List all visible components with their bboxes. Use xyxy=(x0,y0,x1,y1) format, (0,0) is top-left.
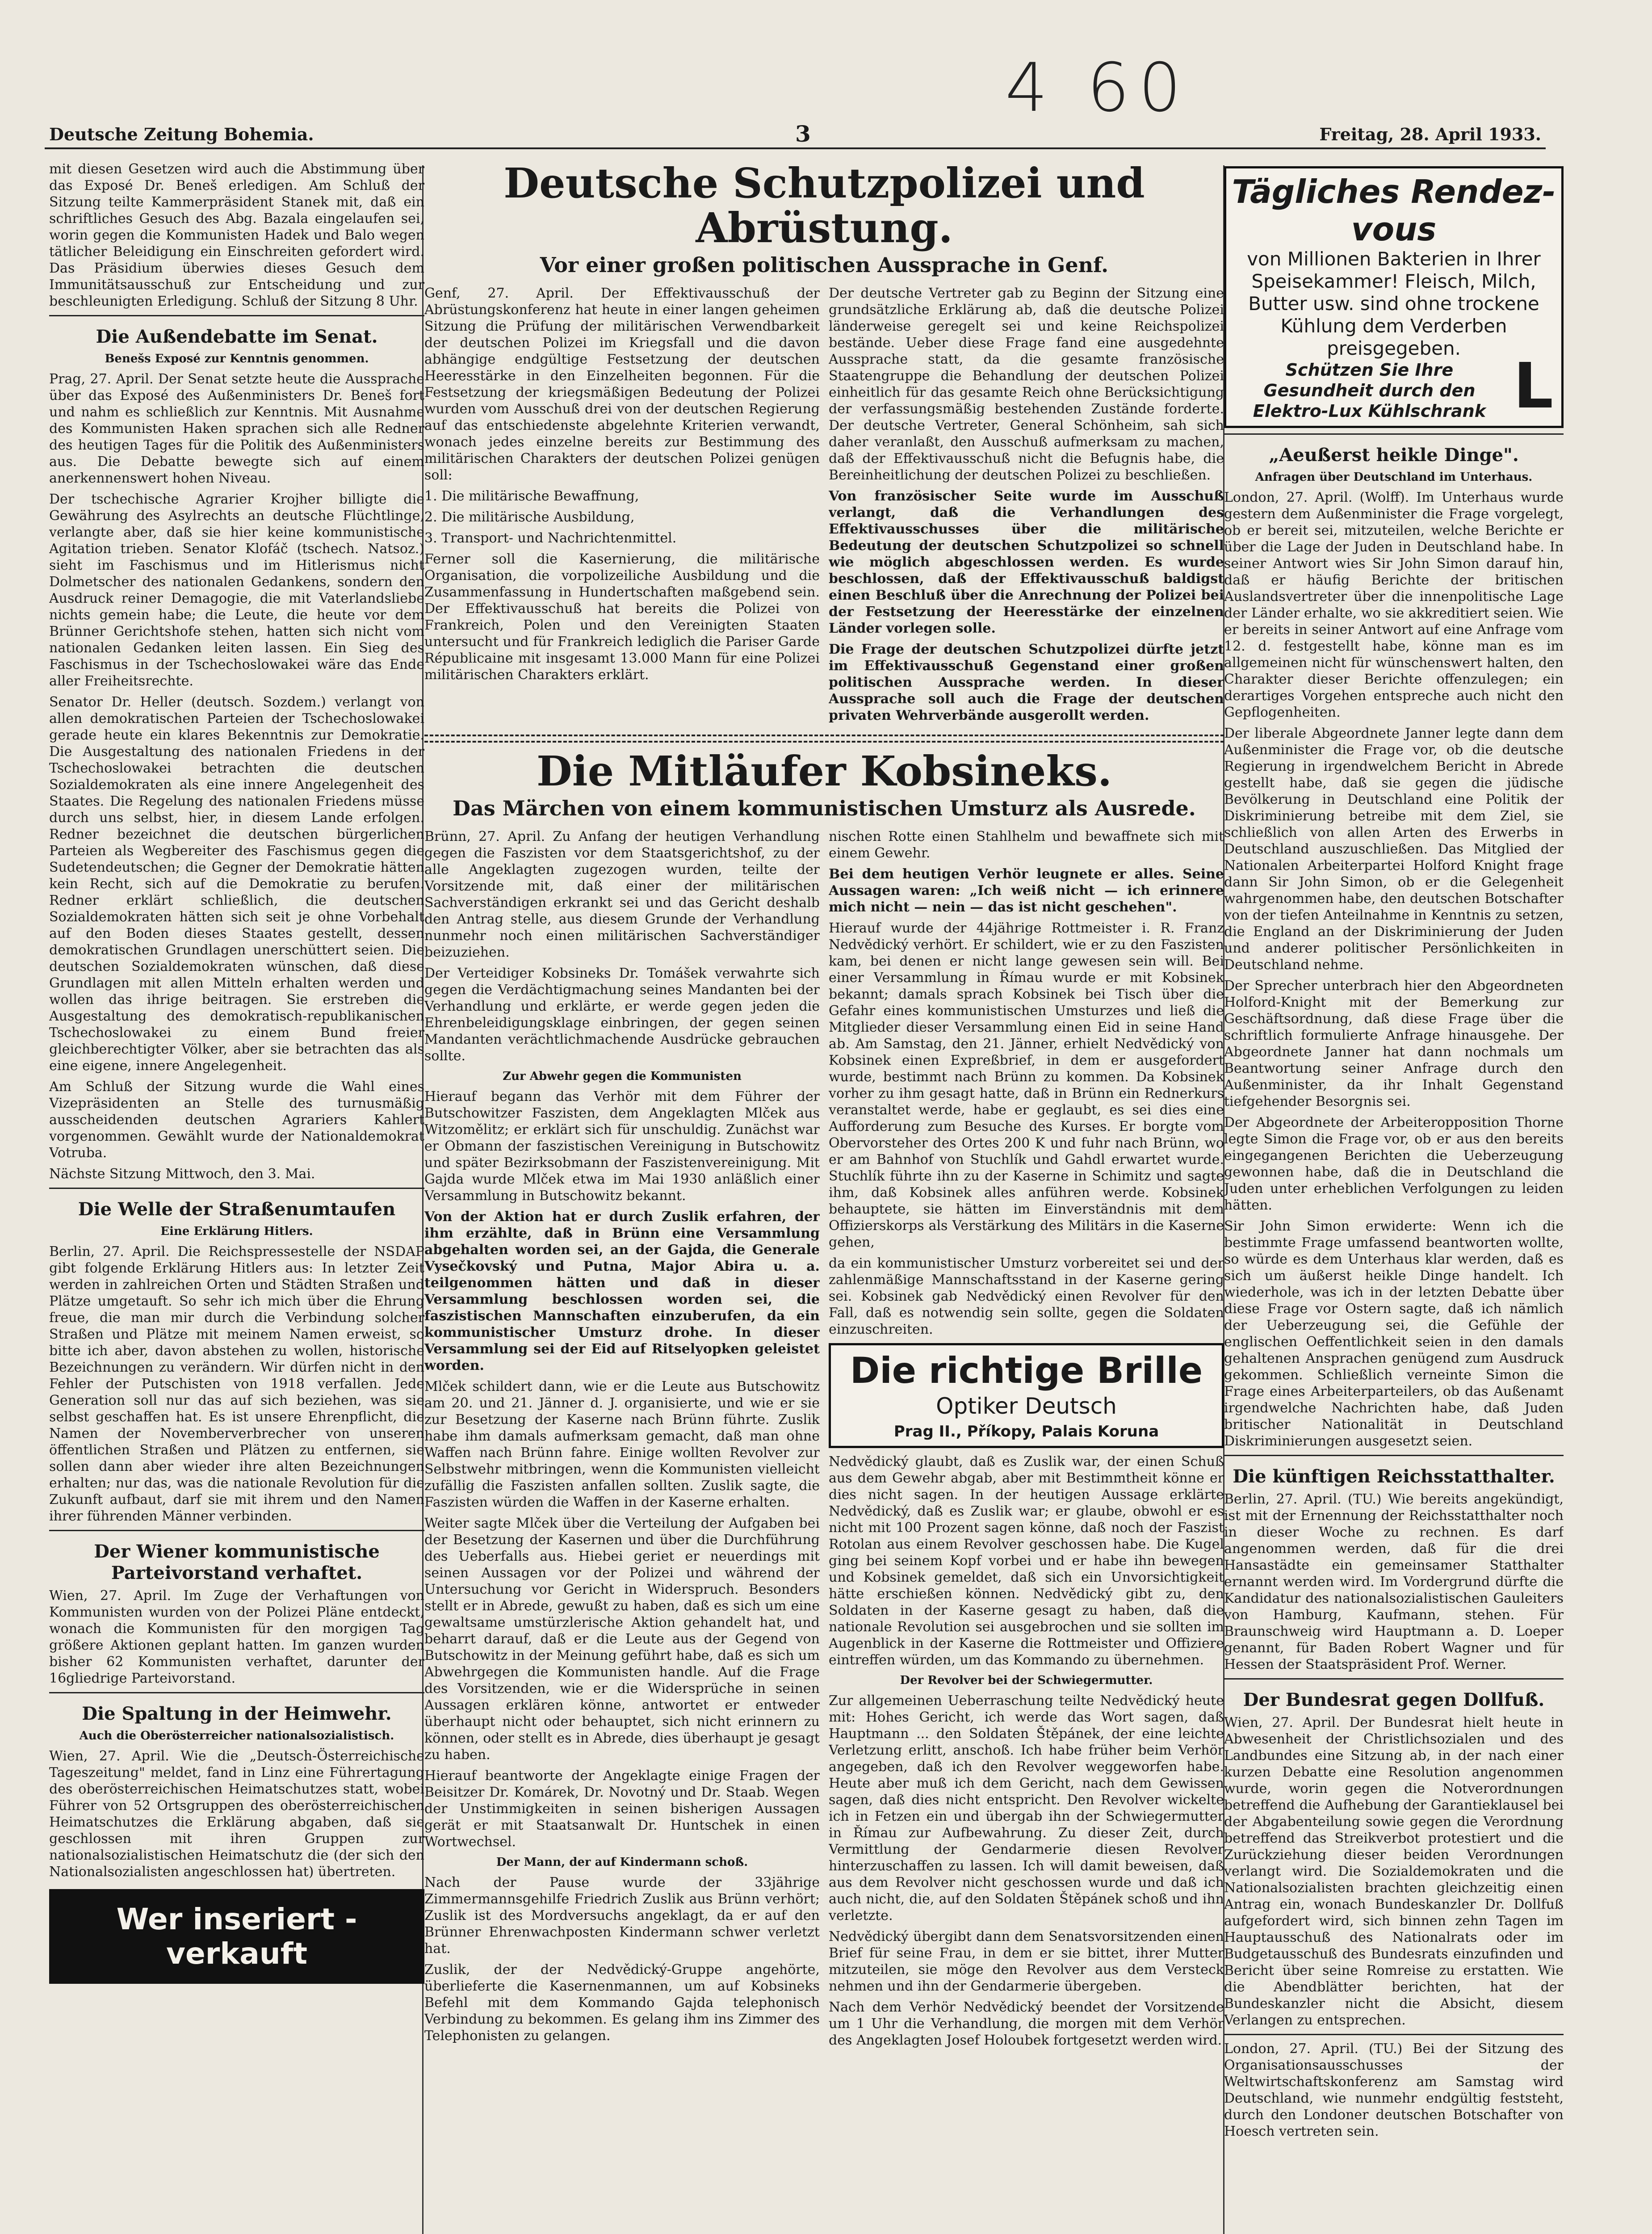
ad-slogan: Schützen Sie Ihre Gesundheit durch den Elektro-Lux Kühlschrank xyxy=(1253,360,1486,421)
column-center xyxy=(424,161,1224,2234)
article-text: Von der Aktion hat er durch Zuslik erfahren, der ihm erzählte, daß in Brünn eine Versammlung abgehalten worden sei, an der Gajda, die Generale Vysečkovský und Putna, Major Abira u. a. teilgenommen hätten und daß in dieser Versammlung beschlossen worden sei, die faszistischen Mannschaften einzuberufen, da ein kommunistischer Umsturz drohe. In dieser Versammlung sei der Eid auf Ritselyopken geleistet worden. xyxy=(424,1209,820,1373)
article-text: Am Schluß der Sitzung wurde die Wahl eines Vizepräsidenten an Stelle des turnusmäßig ausscheidenden deutschen Agrariers Kahlert vorgenommen. Gewählt wurde der Nationaldemokrat Votruba. xyxy=(49,1079,424,1161)
divider xyxy=(49,1188,424,1189)
advertisement-brille xyxy=(829,1343,1224,1448)
headline-heimwehr: Die Spaltung in der Heimwehr. xyxy=(82,1703,392,1724)
handwritten-annotation: 4 60 xyxy=(1005,49,1190,127)
article-text: Der Abgeordnete der Arbeiteropposition Thorne legte Simon die Frage vor, ob er aus den bereits eingegangenen Berichten die Ueberzeugung gewonnen habe, daß die in Deutschland die Juden unter erheblichen Verfolgungen zu leiden hätten. xyxy=(1224,1115,1564,1213)
divider xyxy=(49,315,424,316)
article-text: London, 27. April. (Wolff). Im Unterhaus wurde gestern dem Außenminister die Frage vorgelegt, ob er bereit sei, mitzuteilen, welche Berichte er über die Lage der Juden in Deutschland habe. In seiner Antwort wies Sir John Simon darauf hin, daß er häufig Berichte der britischen Auslandsvertreter über die innenpolitische Lage der Länder erhalte, wo sie akkreditiert seien. Wie er bereits in seiner Antwort auf eine Anfrage vom 12. d. festgestellt habe, könne man es im allgemeinen nicht für wünschenswert halten, den Charakter dieser Berichte offenzulegen; ein derartiges Vorgehen entspreche auch nicht den Gepflogenheiten. xyxy=(1224,490,1564,720)
headline-kobsinek: Die Mitläufer Kobsineks. xyxy=(537,747,1112,795)
article-text: Nedvědický übergibt dann dem Senatsvorsitzenden einen Brief für seine Frau, in dem er sie bittet, ihrer Mutter mitzuteilen, sie möge den Revolver aus dem Versteck nehmen und ihn der Gendarmerie übergeben. xyxy=(829,1929,1224,1994)
subheadline-heikle-dinge: Anfragen über Deutschland im Unterhaus. xyxy=(1255,470,1533,484)
newspaper-name: Deutsche Zeitung Bohemia. xyxy=(49,124,314,144)
article-text: Hierauf begann das Verhör mit dem Führer der Butschowitzer Faszisten, dem Angeklagten Mlček aus Witzomělitz; er erklärt sich für unschuldig. Zunächst war er Obmann der faszistischen Vereinigung in Butschowitz und später Bezirksobmann der Faszistenvereinigung. Mit Gajda wurde Mlček etwa im Mai 1930 anläßlich einer Versammlung in Butschowitz bekannt. xyxy=(424,1089,820,1204)
article-text: Berlin, 27. April. Die Reichspressestelle der NSDAP gibt folgende Erklärung Hitlers aus: In letzter Zeit werden in zahlreichen Orten und Städten Straßen und Plätze umgetauft. So sehr ich mich über die Ehrung freue, die man mir durch die Verbindung solcher Straßen und Plätze mit meinem Namen erweist, so bitte ich aber, davon abstehen zu wollen, historische Bezeichnungen zu verändern. Wir dürfen nicht in den Fehler der Putschisten von 1918 verfallen. Jede Generation soll nur das auf sich beziehen, was sie selbst geschaffen hat. Es ist unsere Ehrenpflicht, die Namen der Novemberverbrecher von unseren öffentlichen Straßen und Plätzen zu entfernen, sie sollen dann aber wieder ihre alten Bezeichnungen erhalten; nur das, was die nationale Revolution für die Zukunft aufbaut, darf sie mit ihrem und den Namen ihrer führenden Männer verbinden. xyxy=(49,1244,424,1524)
article-text: Nach der Pause wurde der 33jährige Zimmermannsgehilfe Friedrich Zuslik aus Brünn verhört; Zuslik ist des Mordversuchs angeklagt, da er auf den Brünner Ehrenwachposten Kindermann schwer verletzt hat. xyxy=(424,1875,820,1957)
article-text: mit diesen Gesetzen wird auch die Abstimmung über das Exposé Dr. Beneš erledigen. Am Schluß der Sitzung teilte Kammerpräsident Stanek mit, daß ein schriftliches Gesuch des Abg. Bazala eingelaufen sei, worin gegen die Kommunisten Hadek und Balo wegen tätlicher Beleidigung ein Einschreiten gefordert wird. Das Präsidium überwies dieses Gesuch dem Immunitätsausschuß zur Entscheidung und zur beschleunigten Erledigung. Schluß der Sitzung 8 Uhr. xyxy=(49,161,424,309)
headline-bundesrat: Der Bundesrat gegen Dollfuß. xyxy=(1243,1689,1545,1710)
article-text: Bei dem heutigen Verhör leugnete er alles. Seine Aussagen waren: „Ich weiß nicht — ich erinnere mich nicht — nein — das ist nicht geschehen". xyxy=(829,866,1224,915)
article-text: Hierauf wurde der 44jährige Rottmeister i. R. Franz Nedvědický verhört. Er schildert, wie er zu den Faszisten kam, bei denen er nicht lange gewesen sein will. Bei einer Versammlung in Římau wurde er mit Kobsinek bekannt; damals sprach Kobsinek bei Tisch über die Gefahr eines kommunistischen Umsturzes und ließ die Mitglieder dieser Versammlung einen Eid in seine Hand ab. Am Samstag, den 21. Jänner, erhielt Nedvědický von Kobsinek einen Expreßbrief, in dem er ausgefordert wurde, bestimmt nach Brünn zu kommen. Da Kobsinek vorher zu ihm gesagt hatte, daß in Brünn ein Rednerkurs veranstaltet werde, habe er geglaubt, es sei dies eine Aufforderung zum Besuche des Kurses. Er borgte vom Obervorsteher des Ortes 200 K und fuhr nach Brünn, wo er am Bahnhof von Stuchlík und Gahdl erwartet wurde. Stuchlík führte ihn zu der Kaserne in Schimitz und sagte ihm, daß Kobsinek alles anführen werde. Kobsinek behauptete, sie hätten im Einverständnis mit dem Offizierskorps als Verstärkung des Militärs in die Kaserne gehen, xyxy=(829,920,1224,1250)
article-text: Wien, 27. April. Der Bundesrat hielt heute in Abwesenheit der Christlichsozialen und des Landbundes eine Sitzung ab, in der nach einer kurzen Debatte eine Resolution angenommen wurde, worin gegen die Notverordnungen betreffend die Aufhebung der Garantieklausel bei der Abgabenteilung sowie gegen die Verordnung betreffend das Streikverbot protestiert und die Zurückziehung dieser beiden Verordnungen verlangt wird. Die Sozialdemokraten und die Nationalsozialisten brachten gleichzeitig einen Antrag ein, wonach Bundeskanzler Dr. Dollfuß aufgefordert wird, sich binnen zehn Tagen im Hauptausschuß des Nationalrats oder im Budgetausschuß des Bundesrats einzufinden und Bericht über seine Romreise zu erstatten. Wie die Abendblätter berichten, hat der Bundeskanzler nicht die Absicht, diesem Verlangen zu entsprechen. xyxy=(1224,1715,1564,2028)
article-text: Der deutsche Vertreter gab zu Beginn der Sitzung eine grundsätzliche Erklärung ab, daß die deutsche Polizei länderweise geregelt sei und keine Reichspolizei bestände. Ueber diese Frage fand eine ausgedehnte Aussprache statt, da die gesamte französische Staatengruppe die Behandlung der deutschen Polizei einheitlich für das gesamte Reich ohne Berücksichtigung der verfassungsmäßig bestehenden Zustände forderte. Der deutsche Vertreter, General Schönheim, sah sich daher veranlaßt, den Ausschuß aufmerksam zu machen, daß der Effektivausschuß nicht die Befugnis habe, die Bereinheitlichung der deutschen Polizei zu beschließen. xyxy=(829,286,1224,483)
page-header xyxy=(45,121,1546,149)
divider xyxy=(49,1530,424,1531)
article-text: Mlček schildert dann, wie er die Leute aus Butschowitz am 20. und 21. Jänner d. J. organisierte, und wie er sie zur Besetzung der Kaserne nach Brünn führte. Zuslik habe ihm damals aufmerksam gemacht, daß man ohne Waffen nach Brünn fahre. Einige wollten Revolver zur Selbstwehr mitbringen, wenn die Kommunisten vielleicht zufällig die Faszisten anfallen sollten. Zuslik sagte, die Faszisten würden die Waffen in der Kaserne erhalten. xyxy=(424,1379,820,1510)
ad-headline: Tägliches Rendez-vous xyxy=(1232,173,1556,248)
subheadline-welle: Eine Erklärung Hitlers. xyxy=(160,1225,313,1238)
article-kobsinek xyxy=(424,828,1224,2053)
article-text: Der tschechische Agrarier Krojher billigte die Gewährung des Asylrechts an deutsche Flüchtlinge, verlangte aber, daß sie hier keine kommunistische Agitation trieben. Senator Klofáč (tschech. Natsoz.) sieht im Faschismus und im Hitlerismus nicht Dolmetscher des nationalen Gedankens, sondern den Ausdruck reiner Demagogie, die mit Vaterlandsliebe nichts gemein habe; die Leute, die heute vor dem Brünner Gerichtshofe stehen, hatten sich nicht vom nationalen Gedanken leiten lassen. Ein Sieg des Faschismus in der Tschechoslowakei wäre das Ende aller Freiheitsrechte. xyxy=(49,491,424,689)
subheadline-senat: Benešs Exposé zur Kenntnis genommen. xyxy=(105,352,369,365)
article-text: Zuslik, der der Nedvědický-Gruppe angehörte, überlieferte die Kasernenmannen, um auf Kobsineks Befehl mit dem Kommando Gajda telephonisch Verbindung zu bekommen. Es gelang ihm ins Zimmer des Telephonisten zu gelangen. xyxy=(424,1962,820,2044)
article-text: Weiter sagte Mlček über die Verteilung der Aufgaben bei der Besetzung der Kasernen und über die Durchführung des Ueberfalls aus. Hiebei geriet er neuerdings mit seinen Aussagen vor der Polizei und während der Untersuchung vor Gericht in Widerspruch. Besonders stellt er in Abrede, gewußt zu haben, daß es sich um eine gewaltsame umstürzlerische Aktion gehandelt hat, und beharrt darauf, daß er die Leute aus der Gegend von Butschowitz in der Meinung geführt habe, daß es sich um Abwehrgegen die Kommunisten handle. Auf die Frage des Vorsitzenden, wie er die Widersprüche in seinen Aussagen erklären könne, antwortet er entweder überhaupt nicht oder behauptet, sich nicht erinnern zu können, oder stellt es in Abrede, dies überhaupt je gesagt zu haben. xyxy=(424,1516,820,1763)
article-text: Prag, 27. April. Der Senat setzte heute die Aussprache über das Exposé des Außenministers Dr. Beneš fort und nahm es schließlich zur Kenntnis. Mit Ausnahme des Kommunisten Haken sprachen sich alle Redner des heutigen Tages für die Politik des Außenministers aus. Die Debatte bewegte sich auf einem anerkennenswert hohen Niveau. xyxy=(49,371,424,486)
section-heading: Der Mann, der auf Kindermann schoß. xyxy=(496,1856,748,1869)
article-text: Hierauf beantworte der Angeklagte einige Fragen der Beisitzer Dr. Komárek, Dr. Novotný und Dr. Staab. Wegen der Unstimmigkeiten in seinen bisherigen Aussagen gerät er mit Staatsanwalt Dr. Huntschek in einen Wortwechsel. xyxy=(424,1768,820,1850)
article-text: nischen Rotte einen Stahlhelm und bewaffnete sich mit einem Gewehr. xyxy=(829,829,1224,861)
article-text: Ferner soll die Kasernierung, die militärische Organisation, die vorpolizeiliche Ausbildung und die Zusammenfassung in Hundertschaften maßgebend sein. Der Effektivausschuß hat bereits die Polizei von Frankreich, Polen und den Vereinigten Staaten untersucht und für Frankreich lediglich die Pariser Garde Républicaine mit insgesamt 13.000 Mann für eine Polizei militärischen Charakters erklärt. xyxy=(424,551,820,683)
article-text: Nach dem Verhör Nedvědický beendet der Vorsitzende um 1 Uhr die Verhandlung, die morgen mit dem Verhör des Angeklagten Josef Holoubek fortgesetzt werden wird. xyxy=(829,1999,1224,2048)
column-left xyxy=(49,161,424,2234)
list-item: 1. Die militärische Bewaffnung, xyxy=(424,488,639,504)
divider xyxy=(1224,1455,1564,1456)
article-text: Brünn, 27. April. Zu Anfang der heutigen Verhandlung gegen die Faszisten vor dem Staatsgerichtshof, zu der alle Angeklagten zugezogen wurden, teilte der Vorsitzende mit, daß einer der militärischen Sachverständigen erkrankt sei und das Gericht deshalb den Antrag stelle, aus diesem Grunde der Verhandlung nunmehr noch einen militärischen Sachverständiger beizuziehen. xyxy=(424,829,820,960)
column-right xyxy=(1224,161,1564,2234)
article-text: Von französischer Seite wurde im Ausschuß verlangt, daß die Verhandlungen des Effektivausschusses über die militärische Bedeutung der deutschen Schutzpolizei so schnell wie möglich abgeschlossen werden. Es wurde beschlossen, daß der Effektivausschuß baldigst einen Beschluß über die Anrechnung der Polizei bei der Festsetzung der Heeresstärke der einzelnen Länder vorlegen solle. xyxy=(829,488,1224,636)
headline-schutzpolizei: Deutsche Schutzpolizei und Abrüstung. xyxy=(503,161,1145,252)
article-text: Senator Dr. Heller (deutsch. Sozdem.) verlangt von allen demokratischen Parteien der Tschechoslowakei gerade heute ein klares Bekenntnis zur Demokratie. Die Ausgestaltung des nationalen Friedens in der Tschechoslowakei betrachten die deutschen Sozialdemokraten als eine innere Angelegenheit des Staates. Die Regelung des nationalen Friedens müsse durch uns selbst, hier, in diesem Lande erfolgen. Redner bezeichnet die deutschen bürgerlichen Parteien als Wegbereiter des Faschismus gegen die Sudetendeutschen; die Gegner der Demokratie hätten kein Recht, sich auf die Demokratie zu berufen. Redner erklärt schließlich, die deutschen Sozialdemokraten hätten sich seit je ohne Vorbehalt auf den Boden dieses Staates gestellt, dessen demokratischen Grundlagen unerschüttert seien. Die deutschen Sozialdemokraten wünschen, daß diese Grundlagen mit allen Mitteln erhalten werden und wollen das ihrige beitragen. Sie erstreben die Ausgestaltung des demokratisch-republikanischen Tschechoslowakei zu einem Bund freier gleichberechtigter Völker, aber sie betrachten das als eine eigene, innere Angelegenheit. xyxy=(49,694,424,1074)
article-text: London, 27. April. (TU.) Bei der Sitzung des Organisationsausschusses der Weltwirtschaftskonferenz am Samstag wird Deutschland, wie nunmehr endgültig feststeht, durch den Londoner deutschen Botschafter von Hoesch vertreten sein. xyxy=(1224,2041,1564,2139)
ad-headline: Die richtige Brille xyxy=(850,1350,1203,1391)
subheadline-schutzpolizei: Vor einer großen politischen Aussprache in Genf. xyxy=(540,253,1109,277)
headline-reichsstatthalter: Die künftigen Reichsstatthalter. xyxy=(1233,1466,1555,1487)
article-text: Nächste Sitzung Mittwoch, den 3. Mai. xyxy=(49,1166,315,1182)
newspaper-page xyxy=(45,31,1564,2234)
subheadline-heimwehr: Auch die Oberösterreicher nationalsozialistisch. xyxy=(79,1729,394,1743)
divider xyxy=(1224,2034,1564,2035)
list-item: 3. Transport- und Nachrichtenmittel. xyxy=(424,530,677,546)
headline-wien: Der Wiener kommunistische Parteivorstand verhaftet. xyxy=(94,1541,380,1583)
divider xyxy=(49,1692,424,1693)
divider xyxy=(1224,1678,1564,1680)
list-item: 2. Die militärische Ausbildung, xyxy=(424,509,635,525)
article-schutzpolizei xyxy=(424,285,1224,728)
section-heading: Zur Abwehr gegen die Kommunisten xyxy=(503,1070,742,1083)
elektrolux-logo: L xyxy=(1513,350,1553,423)
article-text: Die Frage der deutschen Schutzpolizei dürfte jetzt im Effektivausschuß Gegenstand einer großen politischen Aussprache werden. In dieser Aussprache soll auch die Frage der deutschen privaten Wehrverbände ausgerollt werden. xyxy=(829,642,1224,723)
ad-address: Prag II., Příkopy, Palais Koruna xyxy=(893,1423,1159,1440)
subheadline-kobsinek: Das Märchen von einem kommunistischen Umsturz als Ausrede. xyxy=(453,796,1196,820)
article-text: Wien, 27. April. Im Zuge der Verhaftungen von Kommunisten wurden von der Polizei Pläne entdeckt, wonach die Kommunisten für den morgigen Tag größere Aktionen geplant hatten. Im ganzen wurden bisher 62 Kommunisten verhaftet, darunter der 16gliedrige Parteivorstand. xyxy=(49,1588,424,1686)
article-text: Zur allgemeinen Ueberraschung teilte Nedvědický heute mit: Hohes Gericht, ich werde das Wort sagen, daß Hauptmann ... den Soldaten Štěpánek, der eine leichte Verletzung erlitt, anschoß. Ich habe früher beim Verhör angegeben, daß ich den Revolver weggeworfen habe. Heute aber muß ich dem Gericht, nach dem Gewissen sagen, daß dies nicht entspricht. Den Revolver wickelte ich in Fetzen ein und übergab ihn der Schwiegermutter in Římau zur Aufbewahrung. Zu dieser Zeit, durch Vermittlung der Gendarmerie diesen Revolver hinterzuschaffen zu lassen. Ich will damit beweisen, daß aus dem Revolver nicht geschossen wurde und daß ich auch nicht, die, auf den Soldaten Štěpánek schoß und ihn verletzte. xyxy=(829,1693,1224,1923)
article-text: Der liberale Abgeordnete Janner legte dann dem Außenminister die Frage vor, ob die deutsche Regierung in irgendwelchem Bericht in Abrede gestellt habe, daß sie gegen die jüdische Bevölkerung in Deutschland eine Politik der Diskriminierung betreibe mit dem Ziel, sie schließlich von allen Arten des Erwerbs in Deutschland auszuschließen. Das Mitglied der Nationalen Arbeiterpartei Holford Knight frage dann Sir John Simon, ob er die Gelegenheit wahrgenommen habe, den deutschen Botschafter von der tiefen Anteilnahme in Kenntnis zu setzen, die England an der Diskriminierung der Juden und anderer politischer Persönlichkeiten in Deutschland nehme. xyxy=(1224,726,1564,973)
article-text: Genf, 27. April. Der Effektivausschuß der Abrüstungskonferenz hat heute in einer langen geheimen Sitzung die Prüfung der militärischen Verwendbarkeit der deutschen Polizei im Kriegsfall und die davon abhängige endgültige Festsetzung der deutschen Heeresstärke in den Einzelheiten begonnen. Für die Festsetzung der kriegsmäßigen Bedeutung der Polizei wurden vom Ausschuß drei von der deutschen Regierung auf das entschiedenste abgelehnte Kriterien verwandt, wonach jedes einzelne bereits zur Bestimmung des militärischen Charakters der deutschen Polizei genügen soll: xyxy=(424,286,820,483)
divider xyxy=(1224,433,1564,435)
issue-date: Freitag, 28. April 1933. xyxy=(1319,124,1541,144)
headline-welle: Die Welle der Straßenumtaufen xyxy=(78,1199,396,1220)
headline-senat: Die Außendebatte im Senat. xyxy=(96,326,378,347)
advertisement-wer-inseriert: Wer inseriert - verkauft xyxy=(49,1889,424,1984)
article-text: Wien, 27. April. Wie die „Deutsch-Österreichische Tageszeitung" meldet, fand in Linz eine Führertagung des oberösterreichischen Heimatschutzes statt, wobei Führer von 52 Ortsgruppen des oberösterreichischen Heimatschutzes die Erklärung abgaben, daß sie geschlossen mit ihren Gruppen zur nationalsozialistischen Heimatschutz die (der sich den Nationalsozialisten angeschlossen hat) übertreten. xyxy=(49,1748,424,1880)
ad-body: von Millionen Bakterien in Ihrer Speisekammer! Fleisch, Milch, Butter usw. sind ohne trockene Kühlung dem Verderben preisgegeben. xyxy=(1247,248,1541,359)
ad-company: Optiker Deutsch xyxy=(936,1393,1117,1419)
section-divider xyxy=(424,735,1224,743)
headline-heikle-dinge: „Aeußerst heikle Dinge". xyxy=(1269,445,1519,466)
article-text: Nedvědický glaubt, daß es Zuslik war, der einen Schuß aus dem Gewehr abgab, aber mit Bestimmtheit könne er dies nicht sagen. In der heutigen Aussage erklärte Nedvědický, daß es Zuslik war; er glaube, obwohl er es nicht mit 100 Prozent sagen könne, daß noch der Faszist Rotolan aus einem Revolver geschossen habe. Die Kugel ging bei seinem Kopf vorbei und er habe ihn bewegen und Kobsinek gemeldet, daß sich ein Unvorsichtigkeit hätte erschießen können. Nedvědický gibt zu, den Soldaten in der Kaserne gesagt zu haben, daß die nationale Revolution sei ausgebrochen und sie sollten im Augenblick in der Kaserne die Rottmeister und Offiziere eintreffen würden, um das Kommando zu übernehmen. xyxy=(829,1454,1224,1668)
article-text: Der Sprecher unterbrach hier den Abgeordneten Holford-Knight mit der Bemerkung zur Geschäftsordnung, daß diese Frage über die schriftlich formulierte Anfrage hinausgehe. Der Abgeordnete Janner hat dann nochmals um Beantwortung seiner Anfrage durch den Außenminister, da ihr Inhalt Gegenstand tiefgehender Besorgnis sei. xyxy=(1224,978,1564,1109)
article-text: da ein kommunistischer Umsturz vorbereitet sei und der zahlenmäßige Mannschaftsstand in der Kaserne gering sei. Kobsinek gab Nedvědický einen Revolver für den Fall, daß es notwendig sein sollte, gegen die Soldaten einzuschreiten. xyxy=(829,1256,1224,1337)
article-text: Sir John Simon erwiderte: Wenn ich die bestimmte Frage umfassend beantworten wollte, so würde es dem Unterhaus klar werden, daß es sich um äußerst heikle Dinge handelt. Ich wiederhole, was ich in der letzten Debatte über diese Frage vor Ostern sagte, daß ich nämlich der Ueberzeugung sei, die Gefühle der englischen Oeffentlichkeit seien in den damals gehaltenen Ansprachen genügend zum Ausdruck gekommen. Schließlich verneinte Simon die Frage eines Arbeiterparteilers, ob das Außenamt irgendwelche Nachrichten habe, daß Juden britischer Nationalität in Deutschland Diskriminierungen ausgesetzt seien. xyxy=(1224,1218,1564,1449)
article-text: Der Verteidiger Kobsineks Dr. Tomášek verwahrte sich gegen die Verdächtigmachung seines Mandanten bei der Verhandlung und erklärte, er werde gegen jeden die Ehrenbeleidigungsklage einbringen, der gegen seinen Mandanten verächtlichmachende Ausdrücke gebrauchen sollte. xyxy=(424,966,820,1064)
article-text: Berlin, 27. April. (TU.) Wie bereits angekündigt, ist mit der Ernennung der Reichsstatthalter noch in dieser Woche zu rechnen. Es darf angenommen werden, daß für die drei Hansastädte ein gemeinsamer Statthalter ernannt werden wird. Im Vordergrund dürfte die Kandidatur des nationalsozialistischen Gauleiters von Hamburg, Kaufmann, stehen. Für Braunschweig wird Hauptmann a. D. Loeper genannt, für Baden Robert Wagner und für Hessen der Staatspräsident Prof. Werner. xyxy=(1224,1491,1564,1672)
section-heading: Der Revolver bei der Schwiegermutter. xyxy=(900,1674,1153,1687)
advertisement-elektrolux xyxy=(1224,166,1564,428)
page-number: 3 xyxy=(795,121,811,147)
